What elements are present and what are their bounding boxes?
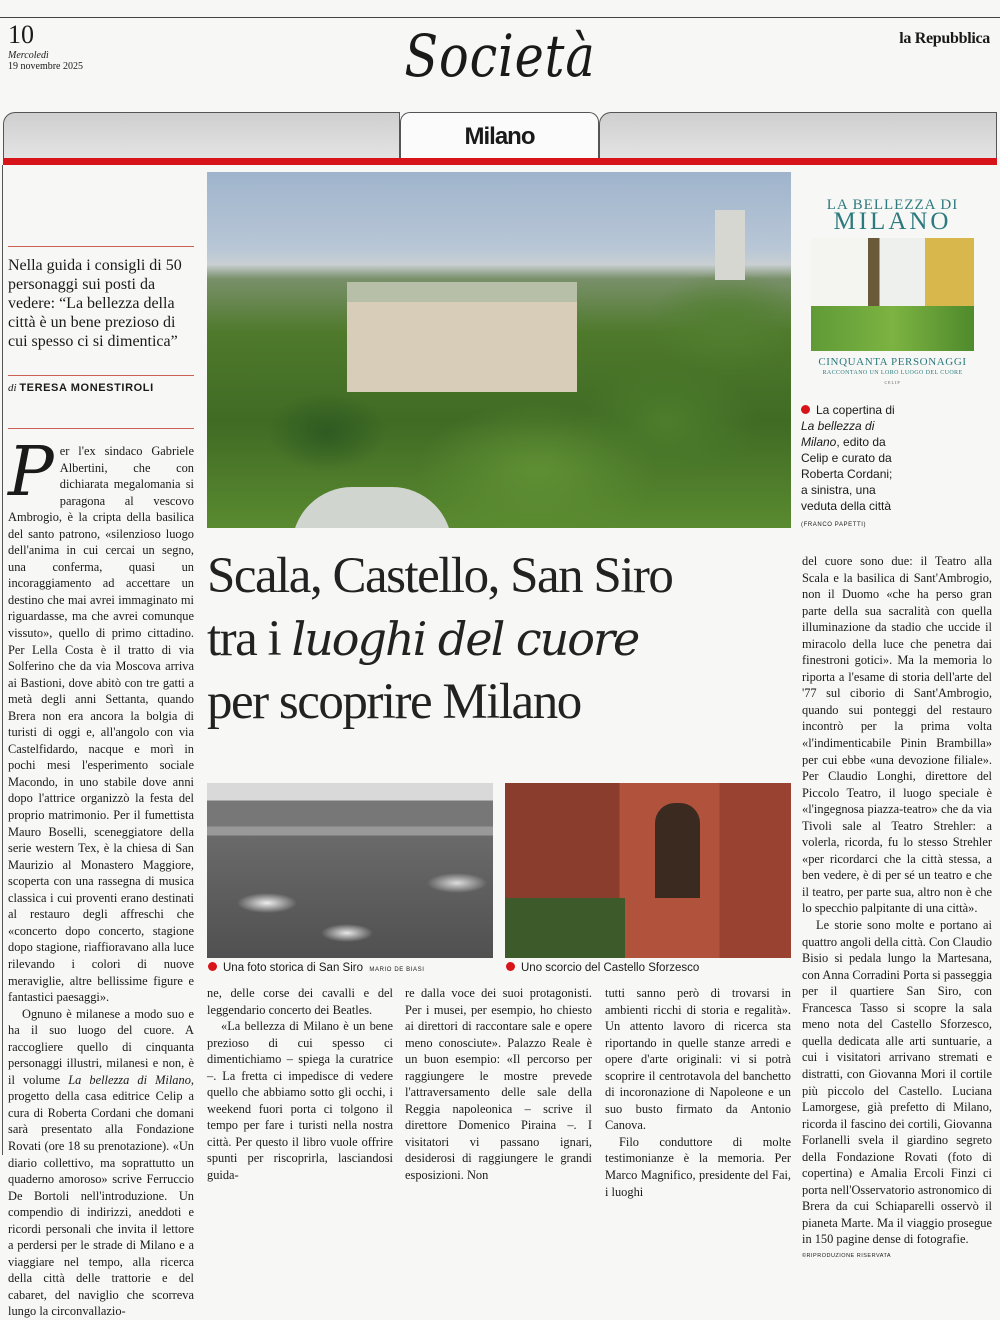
headline-text: tra i (207, 611, 292, 667)
top-rule (0, 17, 1000, 18)
paragraph: Le storie sono molte e portano ai quattro angoli della città. Con Claudio Bisio si pedala lungo la Martesana, con Anna Corradini Porta si passeggia per il quartiere San Siro, con Francesca Tasso si scopre la sala meno nota del Castello Sforzesco, quella dedicata alle arti suntuarie, a cui i visitatori arrivano stremati e distratti, con Giovanna Mori il cortile più piccolo del Castello. Luciana Lamorgese, già prefetto di Milano, ricorda il fascino dei cortili, Giovanna Forlanelli svela il giardino segreto della Fondazione Rovati (foto di copertina) e Amalia Ercoli Finzi ci porta nell'Osservatorio astronomico di Brera da cui Schiaparelli osservò il pianeta Marte. Ma il viaggio prosegue in 150 pagine dense di fotografie. (802, 918, 992, 1247)
photo-dome (292, 487, 452, 528)
caption-book-title: La bellezza di Milano (801, 419, 875, 449)
paragraph: tutti sanno però di trovarsi in ambienti ricchi di storia e regalità». Un attento lavoro di ricerca sta riportando in quelle stanze arredi e opere d'arte originali: vi si potrà scoprire il centrotavola del banchetto di incoronazione di Napoleone e un suo busto firmato da Antonio Canova. (605, 986, 791, 1133)
byline-prefix: di (8, 382, 17, 394)
divider (8, 428, 194, 429)
byline (8, 382, 154, 394)
red-rule (3, 158, 997, 165)
book-title: La bellezza di Milano (68, 1072, 191, 1087)
photo-credit: (FRANCO PAPETTI) (801, 522, 867, 528)
article-deck: Nella guida i consigli di 50 personaggi sui posti da vedere: “La bellezza della città è un bene prezioso di cui spesso ci si dimentica” (8, 257, 182, 350)
cover-lawn (811, 306, 974, 351)
paragraph (8, 1006, 194, 1320)
cover-tagline: RACCONTANO UN LORO LUOGO DEL CUORE (822, 370, 963, 376)
city-view-photo (207, 172, 791, 528)
headline-line: per scoprire Milano (207, 674, 581, 730)
photo-building (347, 282, 577, 392)
headline-line: Scala, Castello, San Siro (207, 548, 673, 604)
caption-bullet-icon (801, 405, 810, 414)
caption-bullet-icon (506, 962, 515, 971)
byline-author: TERESA MONESTIROLI (19, 382, 154, 394)
paragraph-text: Ognuno è milanese a modo suo e ha il suo luogo del cuore. A raccogliere quello di cinquanta personaggi illustri, milanesi e non, è il volume (8, 1006, 194, 1087)
article-column-2 (207, 985, 393, 1184)
tab-left (3, 112, 400, 160)
book-cover-image (811, 238, 974, 351)
san-siro-photo (207, 783, 493, 958)
date: 19 novembre 2025 (8, 61, 83, 72)
article-column-5 (802, 553, 992, 1265)
photo-window (655, 803, 700, 898)
headline-line (207, 608, 797, 671)
tab-right (599, 112, 997, 160)
caption-text: Uno scorcio del Castello Sforzesco (521, 962, 700, 974)
drop-cap: P (8, 433, 54, 512)
san-siro-caption (208, 961, 424, 978)
divider (8, 246, 194, 247)
castello-photo (505, 783, 791, 958)
cover-title-big: MILANO (833, 208, 952, 235)
paragraph: re dalla voce dei suoi protagonisti. Per i musei, per esempio, ho chiesto ai direttori di raccontare sale e opere meno conosciute». Palazzo Reale è un buon esempio: «Il percorso per raggiungere le mostre prevede l'attraversamento delle sale della Reggia napoleonica – scrive il direttore Domenico Piraina –. I visitatori vi passano ignari, desiderosi di raggiungere le grandi esposizioni. Non (405, 986, 592, 1183)
tab-milano: Milano (400, 112, 599, 160)
castello-caption (506, 961, 699, 976)
paragraph: ne, delle corse dei cavalli e del leggendario concerto dei Beatles. (207, 986, 393, 1017)
paragraph: del cuore sono due: il Teatro alla Scala e la basilica di Sant'Ambrogio, non il Duomo «che ha perso gran parte della sua sacralità con quella illuminazione da stadio che uccide il miracolo della luce che penetra dai finestroni gotici». Ma la memoria lo riporta a l'esame di storia dell'arte del '77 sul ciborio di Sant'Ambrogio, quando sui ponteggi del restauro incontrò per la prima volta «l'indimenticabile Pinin Brambilla» per cui ebbe «una devozione filiale». Per Claudio Longhi, direttore del Piccolo Teatro, il luogo speciale è «l'ingegnosa piazza-teatro» che da via Tivoli sale al Teatro Strehler: a volerla, ricorda, fu lo stesso Strehler «per ricordarci che la città stessa, a ben vedere, è di per sé un teatro e che il teatro, per parte sua, altro non è che lo specchio palpitante di una città». (802, 554, 992, 916)
photo-credit: MARIO DE BIASI (369, 967, 425, 973)
article-column-3 (405, 985, 592, 1184)
day-name: Mercoledì (8, 50, 49, 61)
paragraph: Filo conduttore di molte testimonianze è la memoria. Per Marco Magnifico, presidente del Fai, i luoghi (605, 1134, 791, 1199)
cover-subtitle: CINQUANTA PERSONAGGI (818, 356, 967, 368)
caption-text: , edito da Celip e curato da Roberta Cordani; a sinistra, una veduta della città (801, 435, 893, 513)
headline-italic: luoghi del cuore (291, 612, 639, 666)
photo-greenery (505, 898, 625, 958)
paragraph: «La bellezza di Milano è un bene prezioso di cui spesso ci dimentichiamo – spiega la curatrice –. La fretta ci impedisce di vedere quello che abbiamo sotto gli occhi, i weekend fuori porta ci tolgono il tempo per fare i turisti nella nostra città. Per questo il libro vuole offrire spunti per riscoprirla, lasciandosi guida- (207, 1019, 393, 1183)
section-title: Società (404, 22, 596, 90)
page-border (2, 165, 3, 1155)
photo-tower (715, 210, 745, 280)
article-column-4 (605, 985, 791, 1200)
cover-publisher: CELIP (884, 380, 901, 385)
caption-text: Una foto storica di San Siro (223, 962, 363, 974)
cover-title-small: LA BELLEZZA DI (826, 197, 959, 213)
paragraph (8, 433, 194, 1006)
paragraph-text: er l'ex sindaco Gabriele Albertini, che con dichiarata megalomania si paragona al vescovo Ambrogio, è la cripta della basilica del santo patrono, «silenzioso luogo dell'anima in cui cercai un segno, una conferma, quasi un incoraggiamento ad accettare un destino che mai avrei immaginato mi riguardasse, ma che avrei comunque vissuto», quello di primo cittadino. Per Lella Costa è il tratto di via Solferino che da via Moscova arriva ai Bastioni, dove abitò con tre gatti a metà degli anni Settanta, quando Brera non era ancora la bolgia di turisti di oggi e, all'angolo con via Castelfidardo, nacque e morì in pochi mesi l'esperimento sociale Macondo, in uno stabile dove anni dopo l'attrice organizzò la festa del proprio matrimonio. Per il fumettista Mauro Boselli, sceneggiatore della serie western Tex, è la chiesa di San Maurizio al Monastero Maggiore, scoperta con una rassegna di musica classica i cui proventi erano destinati al restauro degli affreschi che «concerto dopo concerto, stagione dopo stagione, riaffioravano alla luce rilevando i colori di nuove meraviglie, altre bellissime figure e fantastici paesaggi». (8, 444, 194, 1005)
copyright-notice: ©RIPRODUZIONE RISERVATA (802, 1252, 892, 1259)
page-number: 10 (8, 20, 34, 49)
article-column-1 (8, 433, 195, 1320)
paragraph-text: , progetto della casa editrice Celip a cura di Roberta Cordani che domani sarà presentato alla Fondazione Rovati (ore 18 su prenotazione). «Un diario collettivo, ma soprattutto un quaderno amoroso» scrive Ferruccio De Bortoli nell'introduzione. Un compendio di indirizzi, aneddoti e ricordi personali che invita il lettore a perdersi per le strade di Milano e a viaggiare nel tempo, alla ricerca della città delle trattorie e del cabaret, del naviglio che scorreva lungo la circonvallazio- (8, 1072, 195, 1319)
divider (8, 375, 194, 376)
caption-bullet-icon (208, 962, 217, 971)
cover-caption (801, 402, 901, 533)
headline (207, 545, 797, 734)
caption-text: La copertina di (816, 403, 895, 417)
newspaper-brand: la Repubblica (899, 30, 990, 47)
